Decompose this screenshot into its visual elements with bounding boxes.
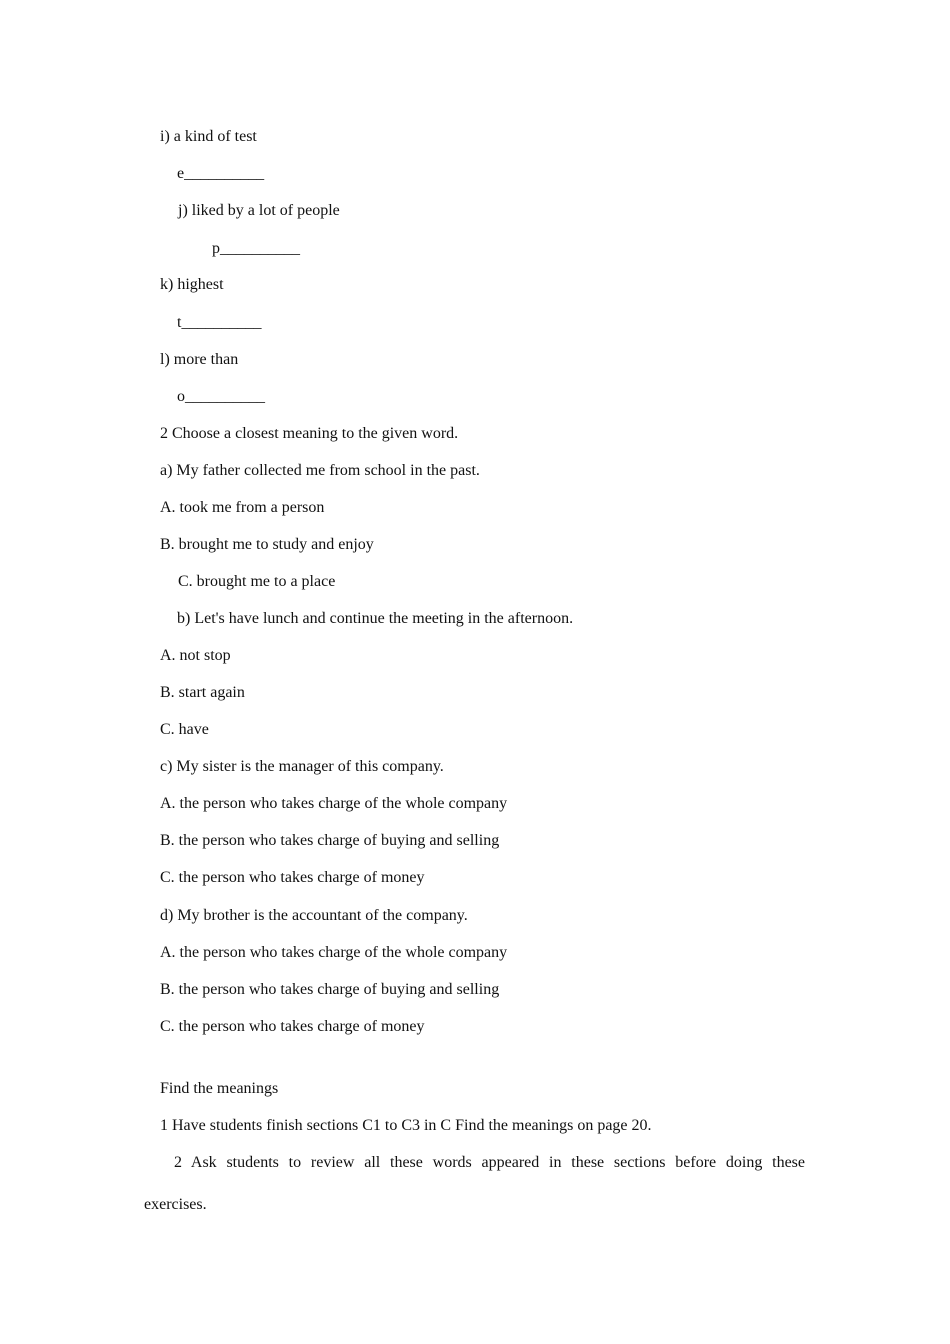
option-a-B: B. brought me to study and enjoy (160, 536, 374, 553)
vocab-answer-l: o__________ (177, 388, 265, 405)
question-stem-a: a) My father collected me from school in the past. (160, 462, 480, 479)
option-c-A: A. the person who takes charge of the whole company (160, 795, 508, 812)
question-stem-c: c) My sister is the manager of this company. (160, 758, 444, 775)
find-meanings-step-2-continued: exercises. (144, 1196, 207, 1213)
vocab-answer-i: e__________ (177, 165, 265, 182)
vocab-prompt-l: l) more than (160, 351, 239, 368)
option-a-A: A. took me from a person (160, 499, 325, 516)
option-b-C: C. have (160, 721, 209, 738)
option-b-B: B. start again (160, 684, 245, 701)
vocab-prompt-i: i) a kind of test (160, 128, 257, 145)
find-meanings-step-2: 2 Ask students to review all these words appeared in these sections before doing these (174, 1154, 805, 1171)
option-c-C: C. the person who takes charge of money (160, 869, 425, 886)
vocab-prompt-j: j) liked by a lot of people (178, 202, 340, 219)
vocab-answer-k: t__________ (177, 314, 262, 331)
option-d-C: C. the person who takes charge of money (160, 1018, 425, 1035)
option-a-C: C. brought me to a place (178, 573, 336, 590)
option-b-A: A. not stop (160, 647, 231, 664)
question-stem-d: d) My brother is the accountant of the company. (160, 907, 468, 924)
section-heading: 2 Choose a closest meaning to the given word. (160, 425, 459, 442)
vocab-prompt-k: k) highest (160, 276, 224, 293)
find-meanings-heading: Find the meanings (160, 1080, 279, 1097)
option-d-B: B. the person who takes charge of buying and selling (160, 981, 500, 998)
find-meanings-step-1: 1 Have students finish sections C1 to C3 in C Find the meanings on page 20. (160, 1117, 652, 1134)
question-stem-b: b) Let's have lunch and continue the meeting in the afternoon. (177, 610, 574, 627)
option-d-A: A. the person who takes charge of the whole company (160, 944, 508, 961)
vocab-answer-j: p__________ (212, 240, 300, 257)
option-c-B: B. the person who takes charge of buying and selling (160, 832, 500, 849)
